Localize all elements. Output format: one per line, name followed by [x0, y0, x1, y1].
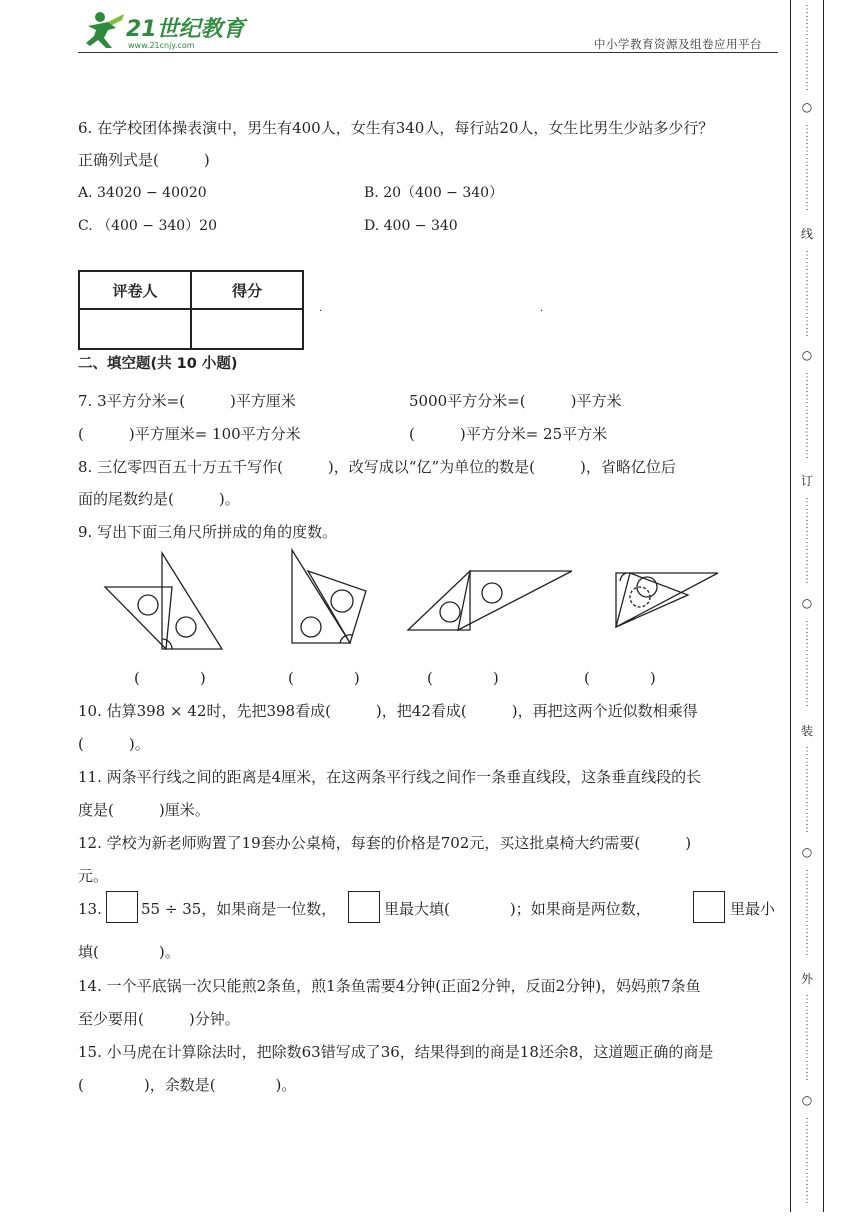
q6-line1: 6. 在学校团体操表演中，男生有400人，女生有340人，每行站20人，女生比男生少站多少行？ [78, 119, 714, 137]
q9-line1: 9. 写出下面三角尺所拼成的角的度数。 [78, 523, 338, 541]
q9-answer-1[interactable]: ( ) [134, 669, 206, 687]
q10-line2: ( )。 [78, 735, 150, 753]
binding-mark-wai: 外 [800, 972, 813, 986]
q9-answer-4[interactable]: ( ) [584, 669, 656, 687]
triangle-rulers-figure [100, 545, 730, 655]
q6-option-c[interactable]: C. （400 − 340）20 [78, 218, 218, 234]
grader-cell[interactable] [79, 309, 191, 349]
q6-option-b[interactable]: B. 20（400 − 340） [364, 185, 504, 201]
q10-line1: 10. 估算398 × 42时，先把398看成( )，把42看成( )，再把这两个近似数相乘得 [78, 702, 698, 720]
binding-dots: ⋮ ⋮ ⋮ ⋮ ⋮ ⋮ ⋮ ⋮ [802, 620, 812, 708]
q15-line1: 15. 小马虎在计算除法时，把除数63错写成了36，结果得到的商是18还余8，这道题正确的商是 [78, 1043, 714, 1061]
ruler-figure-4 [616, 573, 718, 627]
q14-line2: 至少要用( )分钟。 [78, 1010, 240, 1028]
header-divider [78, 52, 778, 53]
dot-mark: · [319, 306, 323, 317]
binding-circle: ○ [801, 845, 813, 859]
binding-circle: ○ [801, 100, 813, 114]
q7-a: 7. 3平方分米=( )平方厘米 [78, 392, 296, 410]
logo-url: www.21cnjy.com [128, 41, 195, 50]
score-cell[interactable] [191, 309, 303, 349]
binding-dots: ⋮ ⋮ ⋮ ⋮ ⋮ ⋮ ⋮ ⋮ [802, 4, 812, 92]
q11-line1: 11. 两条平行线之间的距离是4厘米，在这两条平行线之间作一条垂直线段，这条垂直线段的长 [78, 768, 702, 786]
grader-header: 评卷人 [79, 271, 191, 309]
q13-part2: 里最大填( )；如果商是两位数， [384, 900, 651, 918]
binding-circle: ○ [801, 596, 813, 610]
score-header: 得分 [191, 271, 303, 309]
dot-mark: · [540, 306, 544, 317]
binding-dots: ⋮ ⋮ ⋮ ⋮ ⋮ ⋮ ⋮ ⋮ [802, 250, 812, 338]
binding-dots: ⋮ ⋮ ⋮ ⋮ ⋮ ⋮ ⋮ ⋮ [802, 746, 812, 834]
ruler-figure-2 [292, 550, 366, 643]
q14-line1: 14. 一个平底锅一次只能煎2条鱼，煎1条鱼需要4分钟(正面2分钟，反面2分钟)，妈妈煎7条鱼 [78, 977, 701, 995]
binding-mark-zhuang: 装 [800, 724, 813, 738]
binding-dots: ⋮ ⋮ ⋮ ⋮ ⋮ ⋮ ⋮ ⋮ [802, 497, 812, 585]
binding-circle: ○ [801, 348, 813, 362]
q6-option-d[interactable]: D. 400 − 340 [364, 218, 458, 234]
q7-c: ( )平方厘米= 100平方分米 [78, 425, 301, 443]
q15-line2: ( )，余数是( )。 [78, 1076, 297, 1094]
runner-icon [86, 12, 124, 48]
logo-text: 21世纪教育 [126, 17, 245, 42]
binding-mark-ding: 订 [800, 474, 813, 488]
score-table [78, 270, 304, 350]
binding-dots: ⋮ ⋮ ⋮ ⋮ ⋮ ⋮ ⋮ ⋮ [802, 124, 812, 212]
q12-line1: 12. 学校为新老师购置了19套办公桌椅，每套的价格是702元，买这批桌椅大约需要( ) [78, 834, 692, 852]
q13-number: 13. [78, 900, 102, 918]
q6-option-a[interactable]: A. 34020 − 40020 [78, 185, 207, 201]
binding-strip [790, 0, 824, 1212]
q13-answer-box-1[interactable] [106, 891, 138, 923]
binding-dots: ⋮ ⋮ ⋮ ⋮ ⋮ ⋮ ⋮ ⋮ [802, 1117, 812, 1205]
q13-line2: 填( )。 [78, 943, 180, 961]
q6-line2: 正确列式是( ) [78, 151, 210, 169]
binding-dots: ⋮ ⋮ ⋮ ⋮ ⋮ ⋮ ⋮ ⋮ [802, 372, 812, 460]
q11-line2: 度是( )厘米。 [78, 801, 210, 819]
q13-answer-box-3[interactable] [693, 891, 725, 923]
q8-line2: 面的尾数约是( )。 [78, 490, 240, 508]
site-logo [78, 8, 248, 52]
section-title: 二、填空题(共 10 小题) [78, 356, 238, 372]
q13-part3: 里最小 [730, 900, 776, 918]
ruler-figure-3 [408, 571, 572, 630]
q7-d: ( )平方分米= 25平方米 [409, 425, 608, 443]
q7-b: 5000平方分米=( )平方米 [409, 392, 622, 410]
q9-answer-3[interactable]: ( ) [427, 669, 499, 687]
binding-dots: ⋮ ⋮ ⋮ ⋮ ⋮ ⋮ ⋮ ⋮ [802, 994, 812, 1082]
header-platform-text: 中小学教育资源及组卷应用平台 [594, 37, 762, 51]
ruler-figure-1 [105, 553, 222, 649]
binding-dots: ⋮ ⋮ ⋮ ⋮ ⋮ ⋮ ⋮ ⋮ [802, 869, 812, 957]
q13-part1: 55 ÷ 35，如果商是一位数， [141, 900, 337, 918]
q8-line1: 8. 三亿零四百五十万五千写作( )，改写成以“亿”为单位的数是( )，省略亿位后 [78, 458, 676, 476]
binding-mark-xian: 线 [800, 227, 813, 241]
binding-circle: ○ [801, 1093, 813, 1107]
q9-answer-2[interactable]: ( ) [288, 669, 360, 687]
q13-answer-box-2[interactable] [348, 891, 380, 923]
q12-line2: 元。 [78, 867, 109, 885]
